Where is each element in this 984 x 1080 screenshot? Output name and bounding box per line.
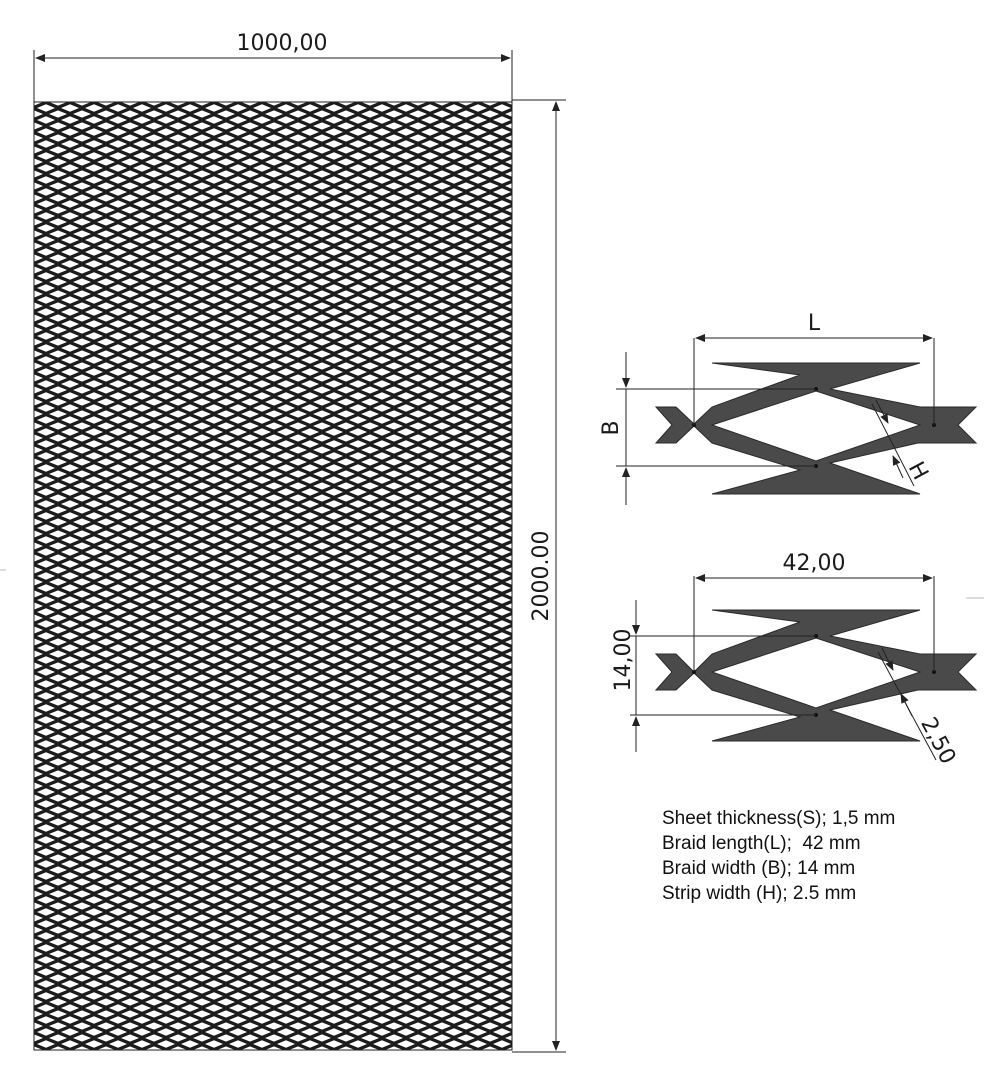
strip-width-symbol: H <box>902 457 933 485</box>
braid-width-symbol: B <box>599 420 624 436</box>
braid-length-symbol: L <box>807 311 821 336</box>
braid-length-value: 42,00 <box>782 551 846 576</box>
strip-width-value: 2,50 <box>915 713 961 769</box>
spec-strip-width: Strip width (H); 2.5 mm <box>662 883 857 904</box>
sheet-width-dimension <box>34 31 512 102</box>
specification-list <box>662 806 895 906</box>
spec-sheet-thickness: Sheet thickness(S); 1,5 mm <box>662 808 896 829</box>
spec-braid-length: Braid length(L); 42 mm <box>662 833 861 854</box>
mesh-sheet <box>34 102 512 1050</box>
spec-braid-width: Braid width (B); 14 mm <box>662 858 856 879</box>
sheet-height-label: 2000.00 <box>529 530 554 622</box>
mesh-detail-numeric <box>611 551 976 768</box>
sheet-width-label: 1000,00 <box>236 31 328 56</box>
sheet-height-dimension <box>512 100 566 1052</box>
braid-width-value: 14,00 <box>611 628 636 692</box>
mesh-detail-symbolic <box>599 311 976 505</box>
